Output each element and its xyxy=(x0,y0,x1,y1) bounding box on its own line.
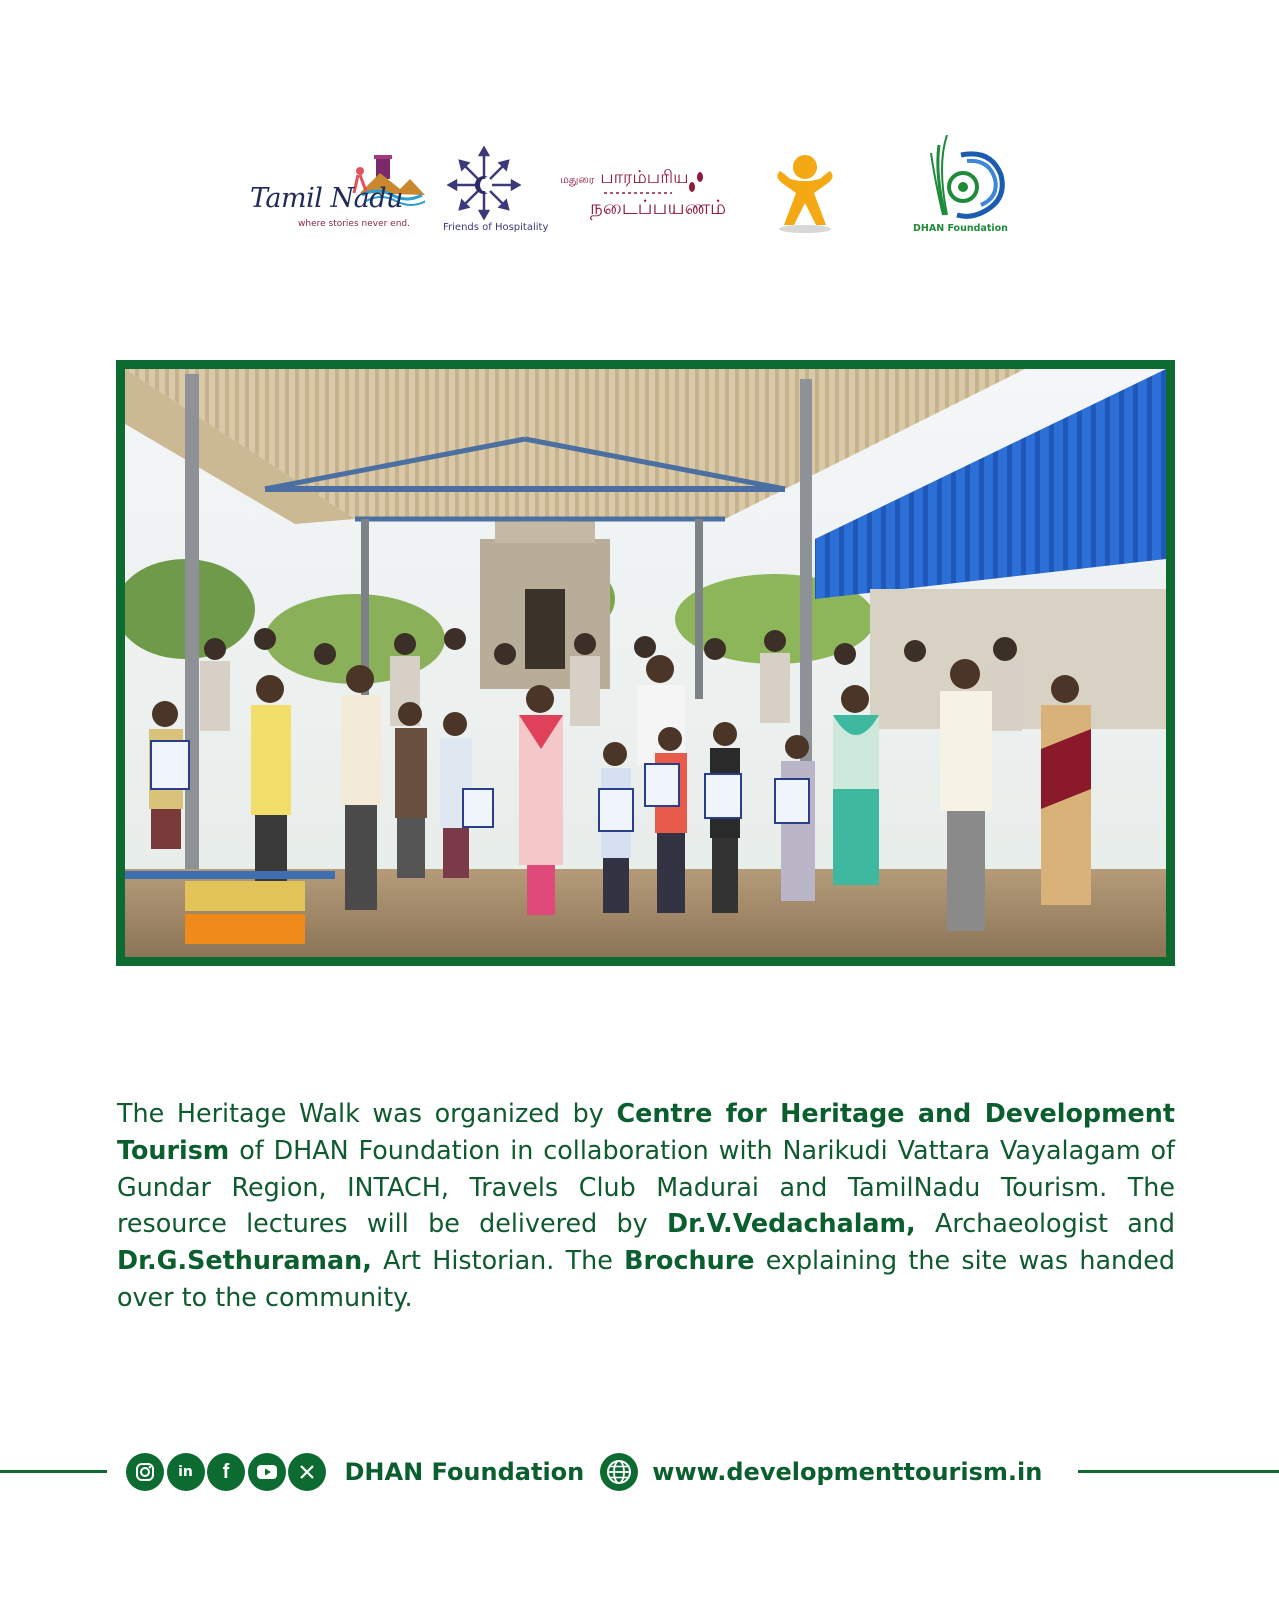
instagram-icon[interactable] xyxy=(126,1453,164,1491)
heritage-walk-group-photo xyxy=(116,360,1175,966)
footer-divider-right xyxy=(1078,1470,1279,1473)
dhan-foundation-caption: DHAN Foundation xyxy=(913,223,1008,234)
group-photo-illustration xyxy=(125,369,1166,957)
footer-divider-left xyxy=(0,1470,107,1473)
desc-text-1: The Heritage Walk was organized by xyxy=(117,1098,617,1128)
tamil-nadu-wordmark: Tamil Nadu xyxy=(250,183,403,214)
footer-bar xyxy=(126,1450,1042,1494)
intach-figure-icon xyxy=(770,153,840,235)
x-icon[interactable] xyxy=(288,1453,326,1491)
partner-logos xyxy=(240,135,1030,245)
desc-bold-vedachalam: Dr.V.Vedachalam, xyxy=(667,1208,916,1239)
facebook-icon[interactable] xyxy=(207,1453,245,1491)
madurai-heritage-walk-logo xyxy=(560,165,727,225)
desc-bold-brochure: Brochure xyxy=(624,1245,755,1276)
linkedin-icon[interactable] xyxy=(167,1453,205,1491)
heritage-walk-line-2: நடைப்பயணம் xyxy=(590,195,727,219)
desc-text-5: explaining the site was handed over to the community. xyxy=(117,1245,1175,1312)
intach-logo xyxy=(770,153,840,235)
globe-icon xyxy=(600,1453,638,1491)
desc-text-2: of DHAN Foundation in collaboration with Narikudi Vattara Vayalagam of Gundar Region, INTACH, Travels Club Madurai and TamilNadu Tourism. The resource lectures will be delivered by xyxy=(117,1134,1175,1239)
facebook-glyph: f xyxy=(222,1460,230,1483)
dhan-foundation-logo xyxy=(905,135,1010,240)
footer-website-link[interactable]: www.developmenttourism.in xyxy=(652,1458,1043,1486)
friends-of-hospitality-logo xyxy=(440,145,550,235)
dhan-emblem-icon xyxy=(905,135,1010,225)
friends-of-hospitality-caption: Friends of Hospitality xyxy=(443,222,549,233)
heritage-walk-paramparya: பாரம்பரிய xyxy=(600,167,689,188)
compass-arrows-icon xyxy=(440,145,550,220)
tamil-nadu-tagline: where stories never end. xyxy=(298,219,410,229)
desc-text-3: Archaeologist and xyxy=(915,1208,1176,1239)
desc-text-4: Art Historian. The xyxy=(371,1245,625,1276)
footer-org-name: DHAN Foundation xyxy=(344,1458,585,1486)
youtube-icon[interactable] xyxy=(248,1453,286,1491)
linkedin-glyph: in xyxy=(178,1464,193,1480)
heritage-walk-madurai: மதுரை xyxy=(560,173,595,186)
desc-bold-sethuraman: Dr.G.Sethuraman, xyxy=(117,1245,372,1276)
heritage-walk-description xyxy=(117,1095,1175,1316)
desc-bold-organizer: Centre for Heritage and Development Tourism xyxy=(117,1098,1175,1165)
tamil-nadu-tourism-logo xyxy=(250,153,425,233)
